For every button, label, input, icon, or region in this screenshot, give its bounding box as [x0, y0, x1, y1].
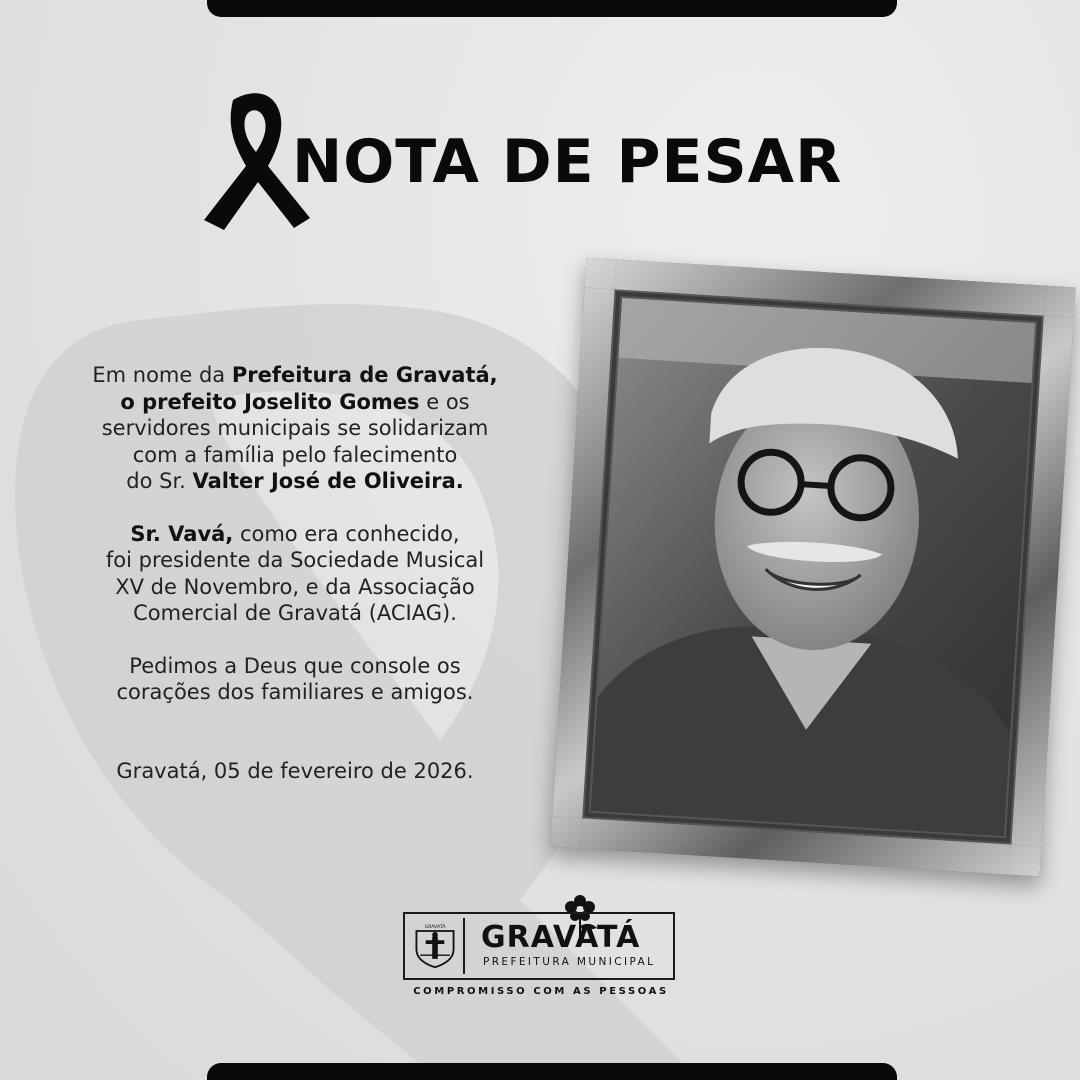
nickname: Sr. Vavá,: [130, 521, 234, 546]
logo-subtitle: PREFEITURA MUNICIPAL: [483, 956, 656, 968]
condolence-message: [40, 362, 550, 784]
message-text: servidores municipais se solidarizam: [101, 416, 489, 440]
message-paragraph-1: [40, 362, 550, 495]
message-text: Comercial de Gravatá (ACIAG).: [133, 601, 457, 625]
message-bold-text: o prefeito Joselito Gomes: [120, 389, 420, 414]
crest-text: GRAVATÁ: [424, 925, 446, 931]
message-text: Pedimos a Deus que console os: [129, 653, 461, 678]
message-text: com a família pelo falecimento: [132, 442, 458, 467]
logo-box: [403, 912, 675, 980]
message-text: e os: [419, 389, 470, 414]
message-paragraph-2: [40, 521, 550, 627]
municipal-crest-icon: [409, 918, 465, 974]
message-date: Gravatá, 05 de fevereiro de 2026.: [116, 758, 474, 783]
message-bold-text: Prefeitura de Gravatá,: [231, 363, 498, 387]
bottom-bar: [207, 1063, 897, 1080]
message-paragraph-3: [40, 653, 550, 706]
logo-slogan: COMPROMISSO COM AS PESSOAS: [413, 986, 669, 997]
message-text: Em nome da: [92, 363, 232, 387]
message-text: XV de Novembro, e da Associação: [115, 574, 475, 599]
message-text: como era conhecido,: [233, 521, 460, 546]
logo-name: GRAVATÁ: [481, 920, 641, 955]
message-text: do Sr.: [126, 469, 193, 493]
top-bar: [207, 0, 897, 17]
page-title: NOTA DE PESAR: [292, 127, 843, 197]
municipal-logo: [403, 892, 679, 1002]
portrait-photo: [591, 298, 1036, 836]
message-text: corações dos familiares e amigos.: [116, 680, 474, 704]
photo-frame: [550, 258, 1075, 877]
deceased-name: Valter José de Oliveira.: [192, 469, 464, 493]
message-text: foi presidente da Sociedade Musical: [105, 548, 485, 572]
